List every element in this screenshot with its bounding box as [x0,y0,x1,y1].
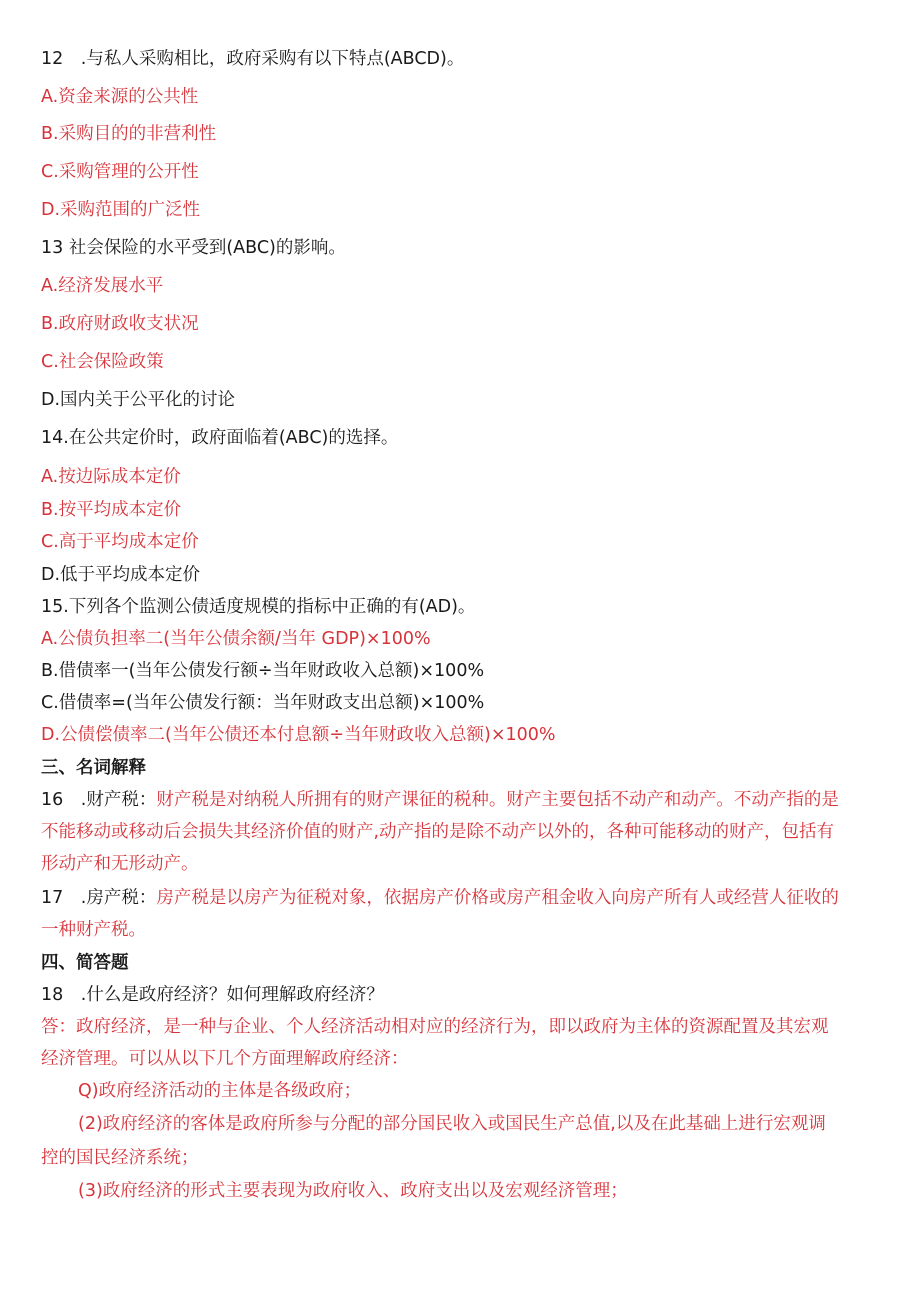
q14-stem: 14.在公共定价时，政府面临着(ABC)的选择。 [41,428,399,448]
q13-option-b: B.政府财政收支状况 [41,314,199,334]
q18-point-2-line-1: (2)政府经济的客体是政府所参与分配的部分国民收入或国民生产总值,以及在此基础上进行宏观调 [78,1114,826,1134]
q12-option-d: D.采购范围的广泛性 [41,200,201,220]
q17-answer-2: 一种财产税。 [41,920,146,940]
q16-answer-2: 不能移动或移动后会损失其经济价值的财产,动产指的是除不动产以外的，各种可能移动的财产，包括有 [41,822,835,842]
q12-stem: 12 .与私人采购相比，政府采购有以下特点(ABCD)。 [41,49,465,69]
q14-option-d: D.低于平均成本定价 [41,565,201,585]
q16-answer-1: 财产税是对纳税人所拥有的财产课征的税种。财产主要包括不动产和动产。不动产指的是 [156,790,839,810]
q12-option-c: C.采购管理的公开性 [41,162,199,182]
q12-option-a: A.资金来源的公共性 [41,87,199,107]
q16-term: 16 .财产税： [41,790,157,810]
q15-option-c: C.借债率=(当年公债发行额：当年财政支出总额)×100% [41,693,485,713]
q18-point-2-line-2: 控的国民经济系统； [41,1148,199,1168]
q13-stem: 13 社会保险的水平受到(ABC)的影响。 [41,238,346,258]
q15-option-b: B.借债率一(当年公债发行额÷当年财政收入总额)×100% [41,661,485,681]
q15-option-a: A.公债负担率二(当年公债余额/当年 GDP)×100% [41,629,431,649]
q18-point-1: Q)政府经济活动的主体是各级政府； [78,1081,362,1101]
q18-answer-2: 经济管理。可以从以下几个方面理解政府经济： [41,1049,409,1069]
q16-answer-3: 形动产和无形动产。 [41,854,199,874]
section-heading-terms: 三、名词解释 [41,758,146,778]
q12-option-b: B.采购目的的非营利性 [41,124,217,144]
q15-option-d: D.公债偿债率二(当年公债还本付息额÷当年财政收入总额)×100% [41,725,556,745]
section-heading-short-answer: 四、简答题 [41,953,129,973]
q13-option-d: D.国内关于公平化的讨论 [41,390,236,410]
q17-answer-1: 房产税是以房产为征税对象，依据房产价格或房产租金收入向房产所有人或经营人征收的 [156,888,839,908]
q17-term: 17 .房产税： [41,888,157,908]
q18-answer-1: 答：政府经济，是一种与企业、个人经济活动相对应的经济行为，即以政府为主体的资源配置及其宏观 [41,1017,829,1037]
q14-option-a: A.按边际成本定价 [41,467,181,487]
q15-stem: 15.下列各个监测公债适度规模的指标中正确的有(AD)。 [41,597,476,617]
q18-stem: 18 .什么是政府经济？如何理解政府经济？ [41,985,384,1005]
q13-option-a: A.经济发展水平 [41,276,164,296]
q14-option-b: B.按平均成本定价 [41,500,182,520]
q14-option-c: C.高于平均成本定价 [41,532,199,552]
q17-line-1 [41,886,839,910]
q16-line-1 [41,788,839,812]
q18-point-3: (3)政府经济的形式主要表现为政府收入、政府支出以及宏观经济管理； [78,1181,628,1201]
q13-option-c: C.社会保险政策 [41,352,164,372]
